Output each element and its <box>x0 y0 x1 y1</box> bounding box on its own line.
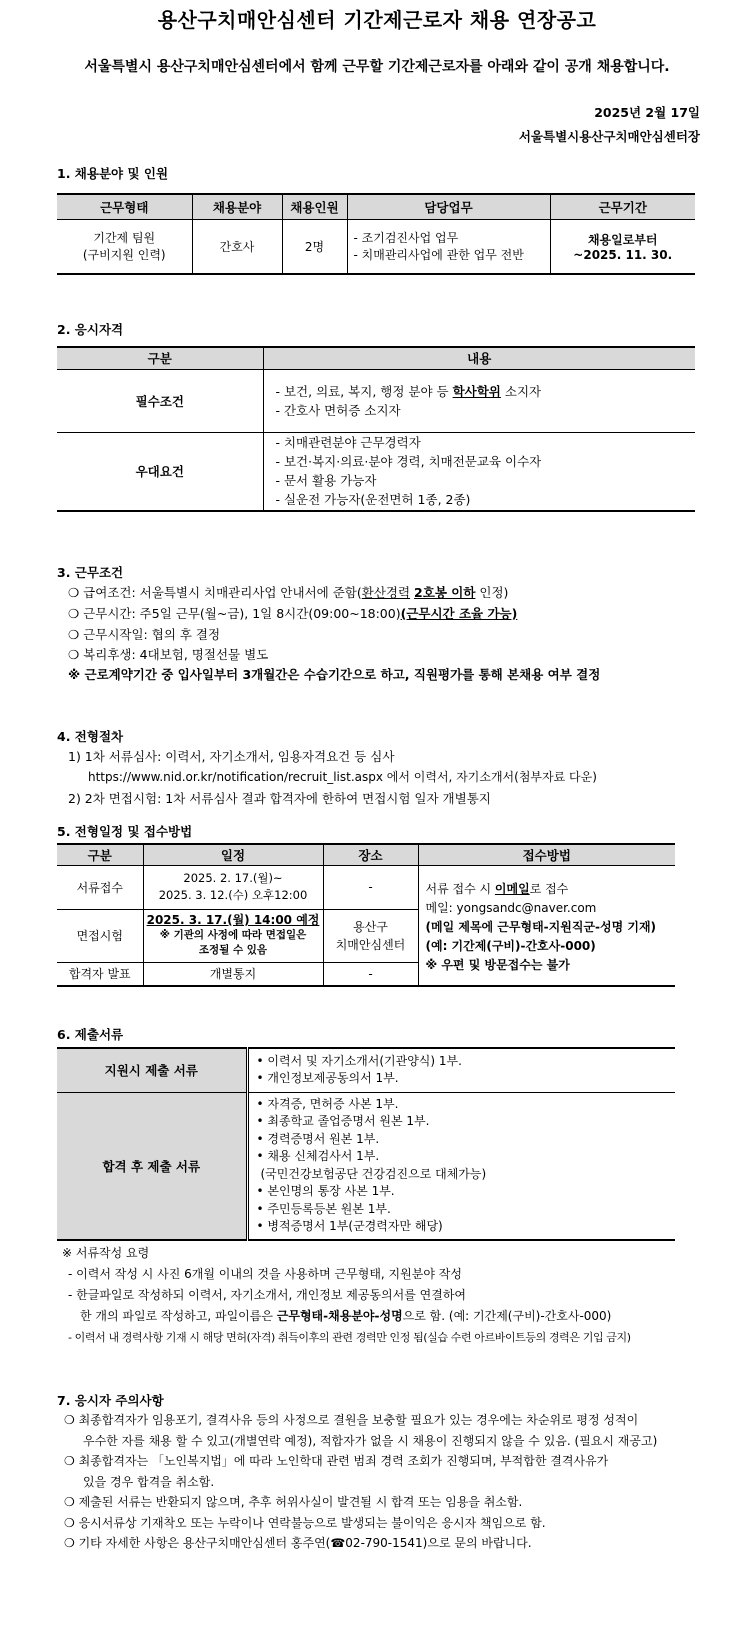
doc-submission-date: 2025. 2. 17.(월)~ 2025. 3. 12.(수) 오후12:00 <box>143 865 323 909</box>
section-1-heading: 1. 채용분야 및 인원 <box>57 166 169 181</box>
interview-place: 용산구 치매안심센터 <box>323 909 418 962</box>
header-category: 구분 <box>57 347 263 369</box>
header-place: 장소 <box>323 844 418 865</box>
header-content: 내용 <box>263 347 695 369</box>
email-address[interactable]: 메일: yongsandc@naver.com <box>425 900 597 915</box>
preferred-item: - 문서 활용 가능자 <box>275 473 377 489</box>
field-cell: 간호사 <box>192 219 282 274</box>
work-type-line2: (구비지원 인력) <box>82 248 166 263</box>
preferred-content <box>263 432 695 511</box>
header-duty: 담당업무 <box>347 194 550 219</box>
documents-table <box>57 1047 675 1241</box>
duty-line1: - 조기검진사업 업무 <box>353 231 459 246</box>
section-7-heading: 7. 응시자 주의사항 <box>57 1393 164 1408</box>
preferred-item: - 보건·복지·의료·분야 경력, 치매전문교육 이수자 <box>275 454 542 470</box>
method-line3: (메일 제목에 근무형태-지원직군-성명 기재) <box>425 919 657 934</box>
preferred-item: - 치매관련분야 근무경력자 <box>275 435 421 451</box>
required-item: - 간호사 면허증 소지자 <box>275 402 401 418</box>
result-label: 합격자 발표 <box>57 962 143 986</box>
salary-condition: ❍ 급여조건: 서울특별시 치매관리사업 안내서에 준함(환산경력 2호봉 이하 인정) <box>68 585 509 600</box>
work-type-cell <box>57 219 192 274</box>
degree-emphasis: 학사학위 <box>452 383 501 399</box>
recruit-link[interactable]: https://www.nid.or.kr/notification/recruit_list.aspx 에서 이력서, 자기소개서(첨부자료 다운) <box>88 770 597 784</box>
header-work-type: 근무형태 <box>57 194 192 219</box>
period-line1: 채용일로부터 <box>587 232 658 247</box>
benefits: ❍ 복리후생: 4대보험, 명절선물 별도 <box>68 647 269 662</box>
post-docs-list: • 자격증, 면허증 사본 1부. • 최종학교 졸업증명서 원본 1부. • 경력증명서 원본 1부. • 채용 신체검사서 1부. (국민건강보험공단 건강검진으로 대체가능) • 본인명의 통장 사본 1부. • 주민등록등본 원본 1부. • 병적증명서 1부(군경력자만 해당) <box>256 1096 487 1234</box>
qualification-table <box>57 346 695 512</box>
work-type-line1: 기간제 팀원 <box>93 231 156 246</box>
header-period: 근무기간 <box>550 194 695 219</box>
page-title: 용산구치매안심센터 기간제근로자 채용 연장공고 <box>157 8 597 32</box>
header-count: 채용인원 <box>282 194 347 219</box>
section-3-heading: 3. 근무조건 <box>57 565 124 580</box>
duty-cell <box>347 219 550 274</box>
count-cell: 2명 <box>282 219 347 274</box>
stage-2: 2) 2차 면접시험: 1차 서류심사 결과 합격자에 한하여 면접시험 일자 개별통지 <box>68 791 491 806</box>
result-date: 개별통지 <box>143 962 323 986</box>
doc-submission-place: - <box>323 865 418 909</box>
interview-date: 2025. 3. 17.(월) 14:00 예정 ※ 기관의 사정에 따라 면접일은 조정될 수 있음 <box>143 909 323 962</box>
notice-date: 2025년 2월 17일 <box>594 105 700 120</box>
start-date: ❍ 근무시작일: 협의 후 결정 <box>68 627 221 642</box>
header-category: 구분 <box>57 844 143 865</box>
submission-method <box>418 865 675 986</box>
preferred-label: 우대요건 <box>135 464 184 480</box>
apply-docs-label: 지원시 제출 서류 <box>57 1048 247 1092</box>
doc-submission-label: 서류접수 <box>57 865 143 909</box>
duty-line2: - 치매관리사업에 관한 업무 전반 <box>353 248 524 263</box>
method-line4: (예: 기간제(구비)-간호사-000) <box>425 938 596 953</box>
recruitment-table <box>57 193 695 275</box>
notice-list: ❍ 최종합격자가 임용포기, 결격사유 등의 사정으로 결원을 보충할 필요가 있는 경우에는 차순위로 평정 성적이 우수한 자를 채용 할 수 있고(개별연락 예정), 적합자가 없을 시 채용이 진행되지 않을 수 있음. (필요시 재공고) ❍ 최종합격자는 「노인복지법」에 따라 노인학대 관련 범죄 경력 조회가 진행되며, 부적합한 결격사유가 있을 경우 합격을 취소함. ❍ 제출된 서류는 반환되지 않으며, 추후 허위사실이 발견될 시 합격 또는 임용을 취소함. ❍ 응시서류상 기재착오 또는 누락이나 연락불능으로 발생되는 불이익은 응시자 책임으로 함. ❍ 기타 자세한 사항은 용산구치매안심센터 홍주연(☎02-790-1541)으로 문의 바랍니다. <box>64 1413 658 1550</box>
section-2-heading: 2. 응시자격 <box>57 322 124 337</box>
apply-docs-list: • 이력서 및 자기소개서(기관양식) 1부. • 개인정보제공동의서 1부. <box>247 1048 675 1092</box>
preferred-item: - 실운전 가능자(운전면허 1종, 2종) <box>275 492 471 508</box>
interview-label: 면접시험 <box>57 909 143 962</box>
organization-name: 서울특별시용산구치매안심센터장 <box>518 129 700 144</box>
header-schedule: 일정 <box>143 844 323 865</box>
intro-text: 서울특별시 용산구치매안심센터에서 함께 근무할 기간제근로자를 아래와 같이 공개 채용합니다. <box>84 59 670 75</box>
schedule-table <box>57 843 675 987</box>
period-cell <box>550 219 695 274</box>
header-field: 채용분야 <box>192 194 282 219</box>
section-4-heading: 4. 전형절차 <box>57 729 124 744</box>
work-hours: ❍ 근무시간: 주5일 근무(월~금), 1일 8시간(09:00~18:00)(근무시간 조율 가능) <box>68 606 518 621</box>
method-line5: ※ 우편 및 방문접수는 불가 <box>425 957 570 972</box>
post-docs-label: 합격 후 제출 서류 <box>57 1092 247 1240</box>
section-6-heading: 6. 제출서류 <box>57 1027 124 1042</box>
header-method: 접수방법 <box>418 844 675 865</box>
required-item: - 보건, 의료, 복지, 행정 분야 등 학사학위 소지자 <box>275 383 542 399</box>
section-5-heading: 5. 전형일정 및 접수방법 <box>57 824 193 839</box>
probation-note: ※ 근로계약기간 중 입사일부터 3개월간은 수습기간으로 하고, 직원평가를 통해 본채용 여부 결정 <box>68 667 601 682</box>
required-label: 필수조건 <box>57 369 263 432</box>
required-content <box>263 369 695 432</box>
stage-1: 1) 1차 서류심사: 이력서, 자기소개서, 임용자격요건 등 심사 <box>68 749 395 764</box>
period-line2: ~2025. 11. 30. <box>573 247 673 262</box>
document-notes: ※ 서류작성 요령 - 이력서 작성 시 사진 6개월 이내의 것을 사용하며 근무형태, 지원분야 작성 - 한글파일로 작성하되 이력서, 자기소개서, 개인정보 제공동의서를 연결하여 한 개의 파일로 작성하고, 파일이름은 근무형태-채용분야-성명으로 함. (예: 기간제(구비)-간호사-000) - 이력서 내 경력사항 기재 시 해당 면허(자격) 취득이후의 관련 경력만 인정 됨(실습 수련 아르바이트등의 경력은 기입 금지) <box>62 1246 631 1344</box>
method-line1: 서류 접수 시 이메일로 접수 <box>425 881 569 896</box>
result-place: - <box>323 962 418 986</box>
